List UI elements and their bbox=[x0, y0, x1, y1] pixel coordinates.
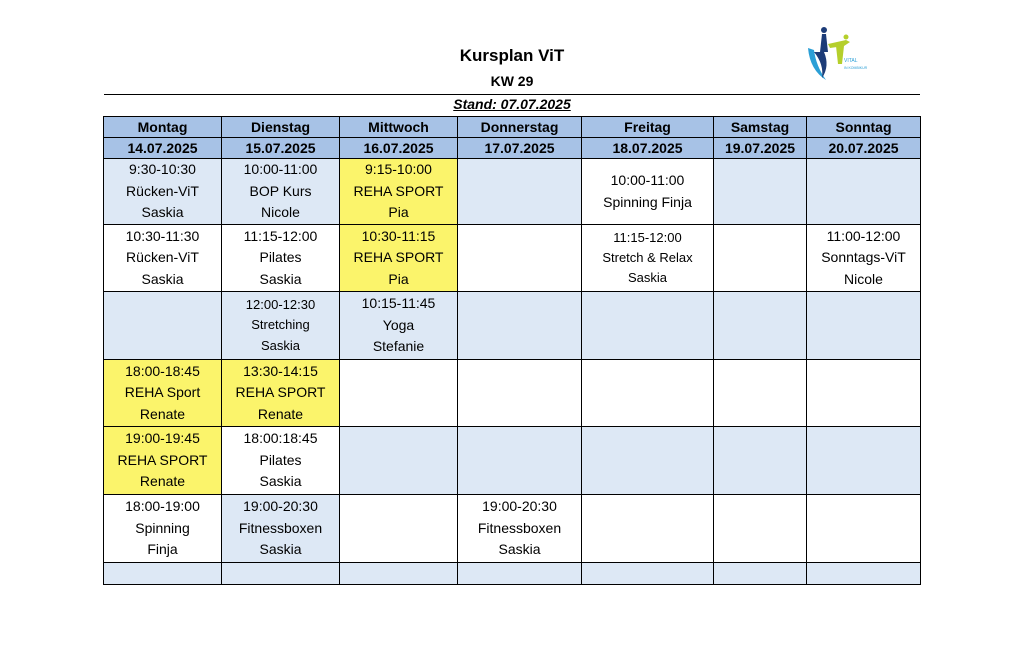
course-time: 18:00-18:45 bbox=[125, 362, 200, 379]
svg-text:VITAL: VITAL bbox=[844, 58, 858, 64]
course-time: 9:30-10:30 bbox=[129, 161, 196, 177]
empty-cell bbox=[714, 159, 807, 225]
table-row bbox=[104, 360, 921, 427]
empty-cell bbox=[458, 427, 582, 495]
course-trainer: Saskia bbox=[259, 270, 302, 287]
date-header-row-cell: 16.07.2025 bbox=[340, 138, 458, 159]
course-cell bbox=[222, 495, 340, 563]
course-time: 10:30-11:30 bbox=[125, 227, 200, 244]
course-time: 10:00-11:00 bbox=[610, 171, 685, 188]
course-trainer: Renate bbox=[139, 405, 186, 422]
table-row bbox=[104, 159, 921, 225]
day-header-row-cell: Samstag bbox=[714, 117, 807, 138]
course-time: 11:15-12:00 bbox=[243, 227, 318, 244]
empty-cell bbox=[807, 427, 921, 495]
course-name: Fitnessboxen bbox=[238, 519, 323, 536]
course-trainer: Stefanie bbox=[372, 338, 425, 355]
course-cell bbox=[340, 225, 458, 292]
course-cell bbox=[104, 495, 222, 563]
course-name: Pilates bbox=[259, 451, 302, 468]
course-cell bbox=[104, 159, 222, 225]
day-header-row-cell: Freitag bbox=[582, 117, 714, 138]
course-cell bbox=[582, 225, 714, 292]
course-time: 10:30-11:15 bbox=[361, 227, 436, 244]
empty-cell bbox=[458, 563, 582, 585]
empty-cell bbox=[714, 495, 807, 563]
week-label: KW 29 bbox=[490, 73, 534, 89]
course-cell bbox=[104, 427, 222, 495]
course-name: REHA SPORT bbox=[353, 182, 444, 199]
empty-cell bbox=[714, 360, 807, 427]
date-header-row-cell: 20.07.2025 bbox=[807, 138, 921, 159]
empty-cell bbox=[714, 563, 807, 585]
date-header-row-cell: 19.07.2025 bbox=[714, 138, 807, 159]
table-row bbox=[104, 563, 921, 585]
course-name: Stretching bbox=[251, 317, 310, 333]
empty-cell bbox=[582, 427, 714, 495]
course-trainer: Pia bbox=[388, 204, 409, 221]
course-time: 12:00-12:30 bbox=[245, 297, 316, 313]
table-row bbox=[104, 292, 921, 360]
empty-cell bbox=[458, 159, 582, 225]
svg-text:IN KOMBIKUR: IN KOMBIKUR bbox=[844, 66, 868, 70]
empty-cell bbox=[582, 292, 714, 360]
course-name: Rücken-ViT bbox=[126, 249, 199, 266]
date-header-row-cell: 17.07.2025 bbox=[458, 138, 582, 159]
course-cell bbox=[458, 495, 582, 563]
empty-cell bbox=[104, 563, 222, 585]
empty-cell bbox=[104, 292, 222, 360]
course-time: 9:15-10:00 bbox=[365, 161, 432, 177]
course-time: 19:00-20:30 bbox=[482, 498, 557, 515]
course-cell bbox=[340, 292, 458, 360]
course-name: Pilates bbox=[259, 249, 302, 266]
course-time: 10:15-11:45 bbox=[361, 295, 436, 312]
table-row bbox=[104, 225, 921, 292]
course-cell bbox=[104, 360, 222, 427]
course-trainer: Saskia bbox=[259, 473, 302, 490]
course-trainer: Saskia bbox=[259, 541, 302, 558]
course-trainer: Nicole bbox=[844, 270, 883, 287]
course-cell bbox=[104, 225, 222, 292]
course-trainer: Saskia bbox=[141, 204, 184, 221]
day-header-row-cell: Mittwoch bbox=[340, 117, 458, 138]
empty-cell bbox=[582, 360, 714, 427]
empty-cell bbox=[714, 292, 807, 360]
course-trainer: Saskia bbox=[141, 270, 184, 287]
course-trainer: Renate bbox=[257, 405, 304, 422]
course-name: Fitnessboxen bbox=[477, 519, 562, 536]
course-trainer: Nicole bbox=[261, 204, 300, 221]
course-time: 13:30-14:15 bbox=[243, 362, 318, 379]
course-cell bbox=[807, 225, 921, 292]
empty-cell bbox=[807, 563, 921, 585]
course-time: 10:00-11:00 bbox=[243, 161, 318, 177]
empty-cell bbox=[714, 225, 807, 292]
day-header-row-cell: Dienstag bbox=[222, 117, 340, 138]
empty-cell bbox=[340, 495, 458, 563]
vital-logo bbox=[800, 22, 890, 86]
empty-cell bbox=[458, 360, 582, 427]
header-rule bbox=[104, 94, 920, 95]
course-trainer: Saskia bbox=[260, 337, 301, 353]
course-trainer: Saskia bbox=[627, 270, 668, 286]
date-header-row-cell: 15.07.2025 bbox=[222, 138, 340, 159]
course-trainer: Renate bbox=[139, 473, 186, 490]
day-header-row bbox=[104, 117, 921, 138]
course-trainer: Saskia bbox=[498, 541, 541, 558]
course-name: Sonntags-ViT bbox=[821, 249, 906, 266]
course-name: Yoga bbox=[382, 316, 415, 333]
empty-cell bbox=[807, 159, 921, 225]
table-row bbox=[104, 495, 921, 563]
course-time: 11:00-12:00 bbox=[826, 227, 901, 244]
course-cell bbox=[222, 292, 340, 360]
page-title: Kursplan ViT bbox=[459, 46, 565, 65]
date-header-row-cell: 18.07.2025 bbox=[582, 138, 714, 159]
course-cell bbox=[582, 159, 714, 225]
course-time: 19:00-19:45 bbox=[125, 430, 200, 447]
course-name: Spinning bbox=[135, 519, 190, 536]
date-header-row-cell: 14.07.2025 bbox=[104, 138, 222, 159]
course-name: Rücken-ViT bbox=[126, 182, 199, 199]
course-name: REHA SPORT bbox=[235, 384, 326, 401]
empty-cell bbox=[340, 360, 458, 427]
course-cell bbox=[222, 159, 340, 225]
empty-cell bbox=[458, 292, 582, 360]
course-name: REHA Sport bbox=[124, 384, 201, 401]
course-cell bbox=[222, 360, 340, 427]
empty-cell bbox=[807, 360, 921, 427]
table-row bbox=[104, 427, 921, 495]
empty-cell bbox=[807, 495, 921, 563]
course-name: Stretch & Relax bbox=[602, 249, 693, 265]
day-header-row-cell: Donnerstag bbox=[458, 117, 582, 138]
course-name: BOP Kurs bbox=[249, 182, 312, 199]
empty-cell bbox=[458, 225, 582, 292]
course-name: Spinning Finja bbox=[603, 193, 692, 210]
date-header-row bbox=[104, 138, 921, 159]
course-trainer: Pia bbox=[388, 270, 409, 287]
day-header-row-cell: Montag bbox=[104, 117, 222, 138]
schedule-table bbox=[103, 116, 921, 585]
course-name: REHA SPORT bbox=[117, 451, 208, 468]
stand-date: Stand: 07.07.2025 bbox=[453, 96, 571, 112]
course-time: 11:15-12:00 bbox=[613, 229, 682, 245]
empty-cell bbox=[714, 427, 807, 495]
empty-cell bbox=[582, 495, 714, 563]
empty-cell bbox=[582, 563, 714, 585]
course-cell bbox=[222, 427, 340, 495]
course-time: 18:00-19:00 bbox=[125, 498, 200, 515]
course-trainer: Finja bbox=[147, 541, 178, 558]
empty-cell bbox=[807, 292, 921, 360]
course-name: REHA SPORT bbox=[353, 249, 444, 266]
empty-cell bbox=[222, 563, 340, 585]
course-cell bbox=[222, 225, 340, 292]
empty-cell bbox=[340, 427, 458, 495]
course-time: 19:00-20:30 bbox=[243, 498, 318, 515]
course-cell bbox=[340, 159, 458, 225]
course-time: 18:00:18:45 bbox=[243, 430, 318, 447]
day-header-row-cell: Sonntag bbox=[807, 117, 921, 138]
empty-cell bbox=[340, 563, 458, 585]
